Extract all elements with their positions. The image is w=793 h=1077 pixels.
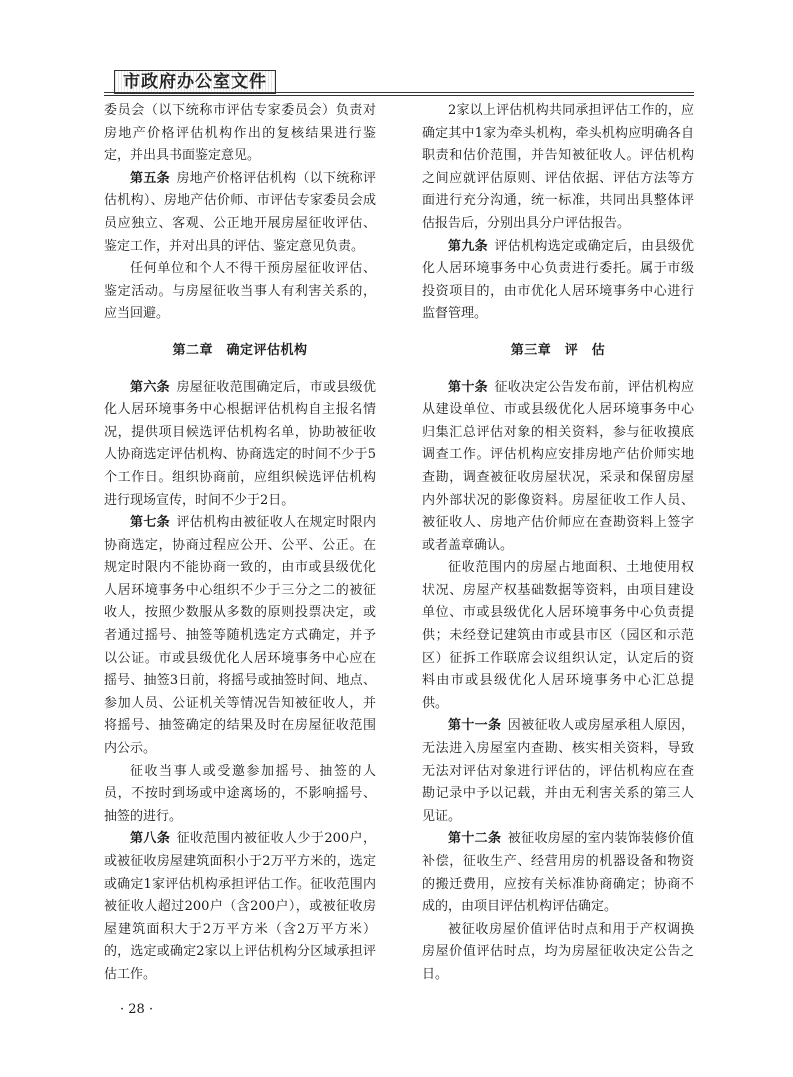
paragraph: 被征收房屋价值评估时点和用于产权调换房屋价值评估时点，均为房屋征收决定公告之日。: [422, 921, 694, 982]
article-title: 第七条: [130, 515, 170, 531]
left-column: [104, 100, 376, 987]
article-12: [422, 828, 694, 918]
article-text: 房屋征收范围确定后，市或县级优化人居环境事务中心根据评估机构自主报名情况，提供项目候选评估机构名单，协助被征收人协商选定评估机构、协商选定的时间不少于5个工作日。组织协商前，应组织候选评估机构进行现场宣传，时间不少于2日。: [104, 379, 376, 508]
article-title: 第六条: [130, 379, 170, 395]
header-rule-thin: [104, 95, 694, 96]
running-header: [104, 66, 694, 96]
article-title: 第八条: [130, 831, 171, 847]
article-7: [104, 512, 376, 761]
chapter-heading: 第二章 确定评估机构: [172, 342, 308, 358]
paragraph: 征收当事人或受邀参加摇号、抽签的人员，不按时到场或中途离场的，不影响摇号、抽签的进行。: [104, 763, 376, 824]
article-text: 因被征收人或房屋承租人原因，无法进入房屋室内查勘、核实相关资料，导致无法对评估对象进行评估的，评估机构应在查勘记录中予以记载，并由无利害关系的第三人见证。: [422, 718, 694, 824]
article-title: 第十条: [448, 379, 488, 395]
article-text: 征收决定公告发布前，评估机构应从建设单位、市或县级优化人居环境事务中心归集汇总评估对象的相关资料，参与征收摸底调查工作。评估机构应安排房地产估价师实地查勘，调查被征收房屋状况，采录和保留房屋内外部状况的影像资料。房屋征收工作人员、被征收人、房地产估价师应在查勘资料上签字或者盖章确认。: [422, 379, 694, 553]
article-title: 第五条: [130, 170, 170, 186]
article-text: 房地产价格评估机构（以下统称评估机构）、房地产估价师、市评估专家委员会成员应独立、客观、公正地开展房屋征收评估、鉴定工作，并对出具的评估、鉴定意见负责。: [104, 170, 376, 254]
article-6: [104, 377, 376, 513]
paragraph: 征收范围内的房屋占地面积、土地使用权状况、房屋产权基础数据等资料，由项目建设单位、市或县级优化人居环境事务中心负责提供；未经登记建筑由市或县市区（园区和示范区）征拆工作联席会议组织认定，认定后的资料由市或县级优化人居环境事务中心汇总提供。: [422, 560, 694, 711]
paragraph: 委员会（以下统称市评估专家委员会）负责对房地产价格评估机构作出的复核结果进行鉴定，并出具书面鉴定意见。: [104, 103, 376, 164]
article-title: 第十一条: [448, 718, 502, 734]
paragraph: 任何单位和个人不得干预房屋征收评估、鉴定活动。与房屋征收当事人有利害关系的，应当回避。: [104, 261, 376, 322]
header-rule: [104, 92, 694, 93]
page-number: · 28 ·: [120, 1002, 154, 1017]
article-text: 评估机构选定或确定后，由县级优化人居环境事务中心负责进行委托。属于市级投资项目的，由市优化人居环境事务中心进行监督管理。: [422, 238, 694, 322]
article-8: [104, 828, 376, 986]
article-title: 第十二条: [448, 831, 502, 847]
article-5: [104, 168, 376, 258]
chapter-heading: 第三章 评 估: [510, 342, 606, 358]
article-11: [422, 715, 694, 828]
article-text: 被征收房屋的室内装饰装修价值补偿，征收生产、经营用房的机器设备和物资的搬迁费用，应按有关标准协商确定；协商不成的，由项目评估机构评估确定。: [422, 831, 694, 915]
right-column: [422, 100, 694, 987]
article-10: [422, 377, 694, 558]
article-text: 征收范围内被征收人少于200户，或被征收房屋建筑面积小于2万平方米的，选定或确定1家评估机构承担评估工作。征收范围内被征收人超过200户（含200户），或被征收房屋建筑面积大于2万平方米（含2万平方米）的，选定或确定2家以上评估机构分区域承担评估工作。: [104, 831, 376, 982]
article-9: [422, 236, 694, 326]
paragraph: 2家以上评估机构共同承担评估工作的，应确定其中1家为牵头机构，牵头机构应明确各自职责和估价范围，并告知被征收人。评估机构之间应就评估原则、评估依据、评估方法等方面进行充分沟通，统一标准，共同出具整体评估报告后，分别出具分户评估报告。: [422, 103, 694, 231]
header-title: 市政府办公室文件: [114, 70, 276, 94]
article-text: 评估机构由被征收人在规定时限内协商选定，协商过程应公开、公平、公正。在规定时限内不能协商一致的，由市或县级优化人居环境事务中心组织不少于三分之二的被征收人，按照少数服从多数的原则投票决定，或者通过摇号、抽签等随机选定方式确定，并予以公证。市或县级优化人居环境事务中心应在摇号、抽签3日前，将摇号或抽签时间、地点、参加人员、公证机关等情况告知被征收人，并将摇号、抽签确定的结果及时在房屋征收范围内公示。: [104, 515, 376, 757]
article-title: 第九条: [448, 238, 488, 254]
